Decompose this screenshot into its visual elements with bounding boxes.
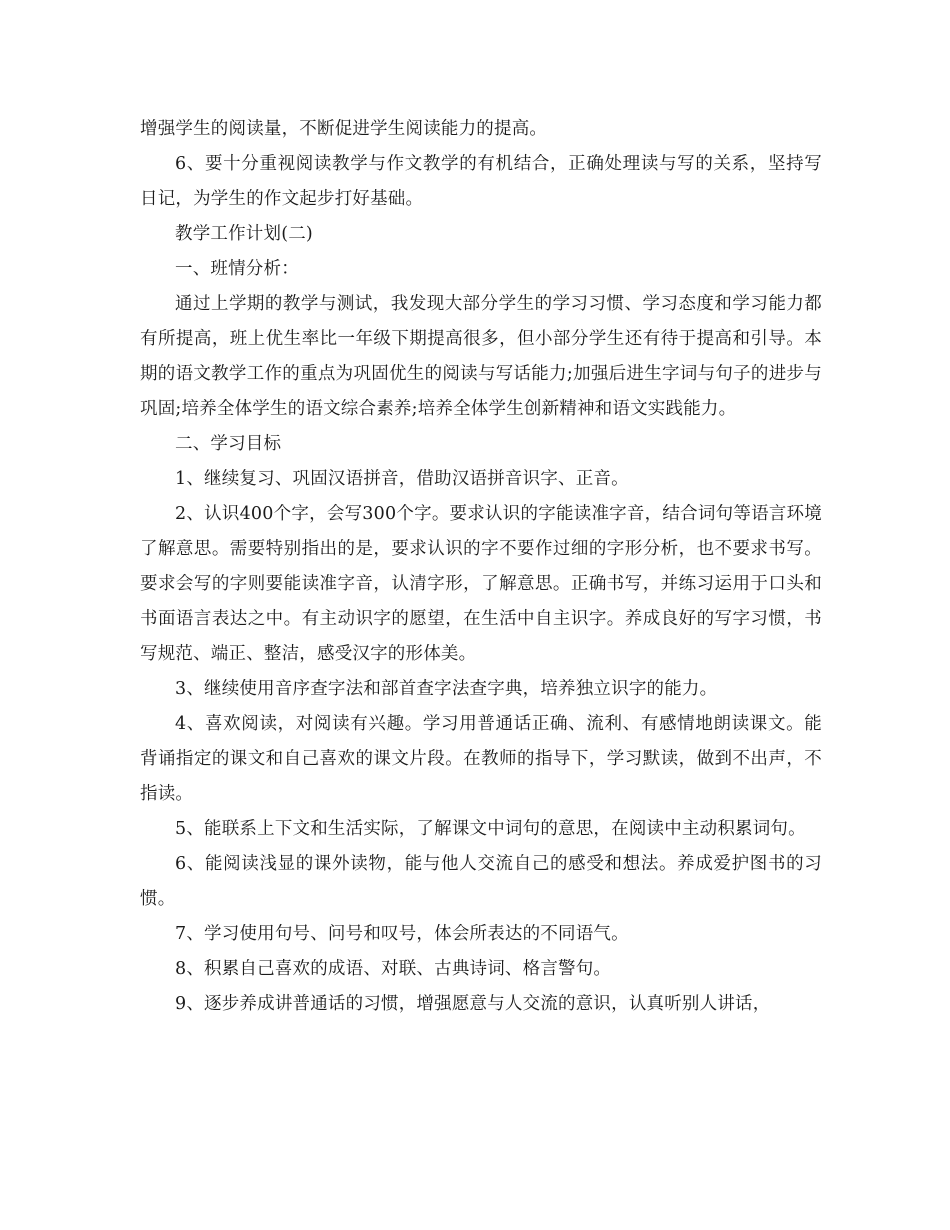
list-item: 2、认识400个字，会写300个字。要求认识的字能读准字音，结合词句等语言环境了解意思。需要特别指出的是，要求认识的字不要作过细的字形分析，也不要求书写。要求会写的字则要能读准字音，认清字形，了解意思。正确书写，并练习运用于口头和书面语言表达之中。有主动识字的愿望，在生活中自主识字。养成良好的写字习惯，书写规范、端正、整洁，感受汉字的形体美。 xyxy=(140,504,822,664)
paragraph: 增强学生的阅读量，不断促进学生阅读能力的提高。 xyxy=(140,119,548,139)
list-item: 6、能阅读浅显的课外读物，能与他人交流自己的感受和想法。养成爱护图书的习惯。 xyxy=(140,854,822,909)
document-body xyxy=(140,112,822,1022)
list-item: 9、逐步养成讲普通话的习惯，增强愿意与人交流的意识，认真听别人讲话， xyxy=(175,994,771,1014)
list-item: 3、继续使用音序查字法和部首查字法查字典，培养独立识字的能力。 xyxy=(175,679,718,699)
list-item: 8、积累自己喜欢的成语、对联、古典诗词、格言警句。 xyxy=(175,959,612,979)
list-item: 4、喜欢阅读，对阅读有兴趣。学习用普通话正确、流利、有感情地朗读课文。能背诵指定的课文和自己喜欢的课文片段。在教师的指导下，学习默读，做到不出声，不指读。 xyxy=(140,714,822,804)
section-heading: 一、班情分析： xyxy=(175,259,299,279)
paragraph: 通过上学期的教学与测试，我发现大部分学生的学习习惯、学习态度和学习能力都有所提高，班上优生率比一年级下期提高很多，但小部分学生还有待于提高和引导。本期的语文教学工作的重点为巩固优生的阅读与写话能力;加强后进生字词与句子的进步与巩固;培养全体学生的语文综合素养;培养全体学生创新精神和语文实践能力。 xyxy=(140,294,822,419)
list-item: 1、继续复习、巩固汉语拼音，借助汉语拼音识字、正音。 xyxy=(175,469,629,489)
section-heading: 二、学习目标 xyxy=(175,434,282,454)
paragraph: 6、要十分重视阅读教学与作文教学的有机结合，正确处理读与写的关系，坚持写日记，为学生的作文起步打好基础。 xyxy=(140,154,822,209)
list-item: 7、学习使用句号、问号和叹号，体会所表达的不同语气。 xyxy=(175,924,629,944)
section-title: 教学工作计划(二) xyxy=(175,224,313,244)
list-item: 5、能联系上下文和生活实际，了解课文中词句的意思，在阅读中主动积累词句。 xyxy=(175,819,806,839)
